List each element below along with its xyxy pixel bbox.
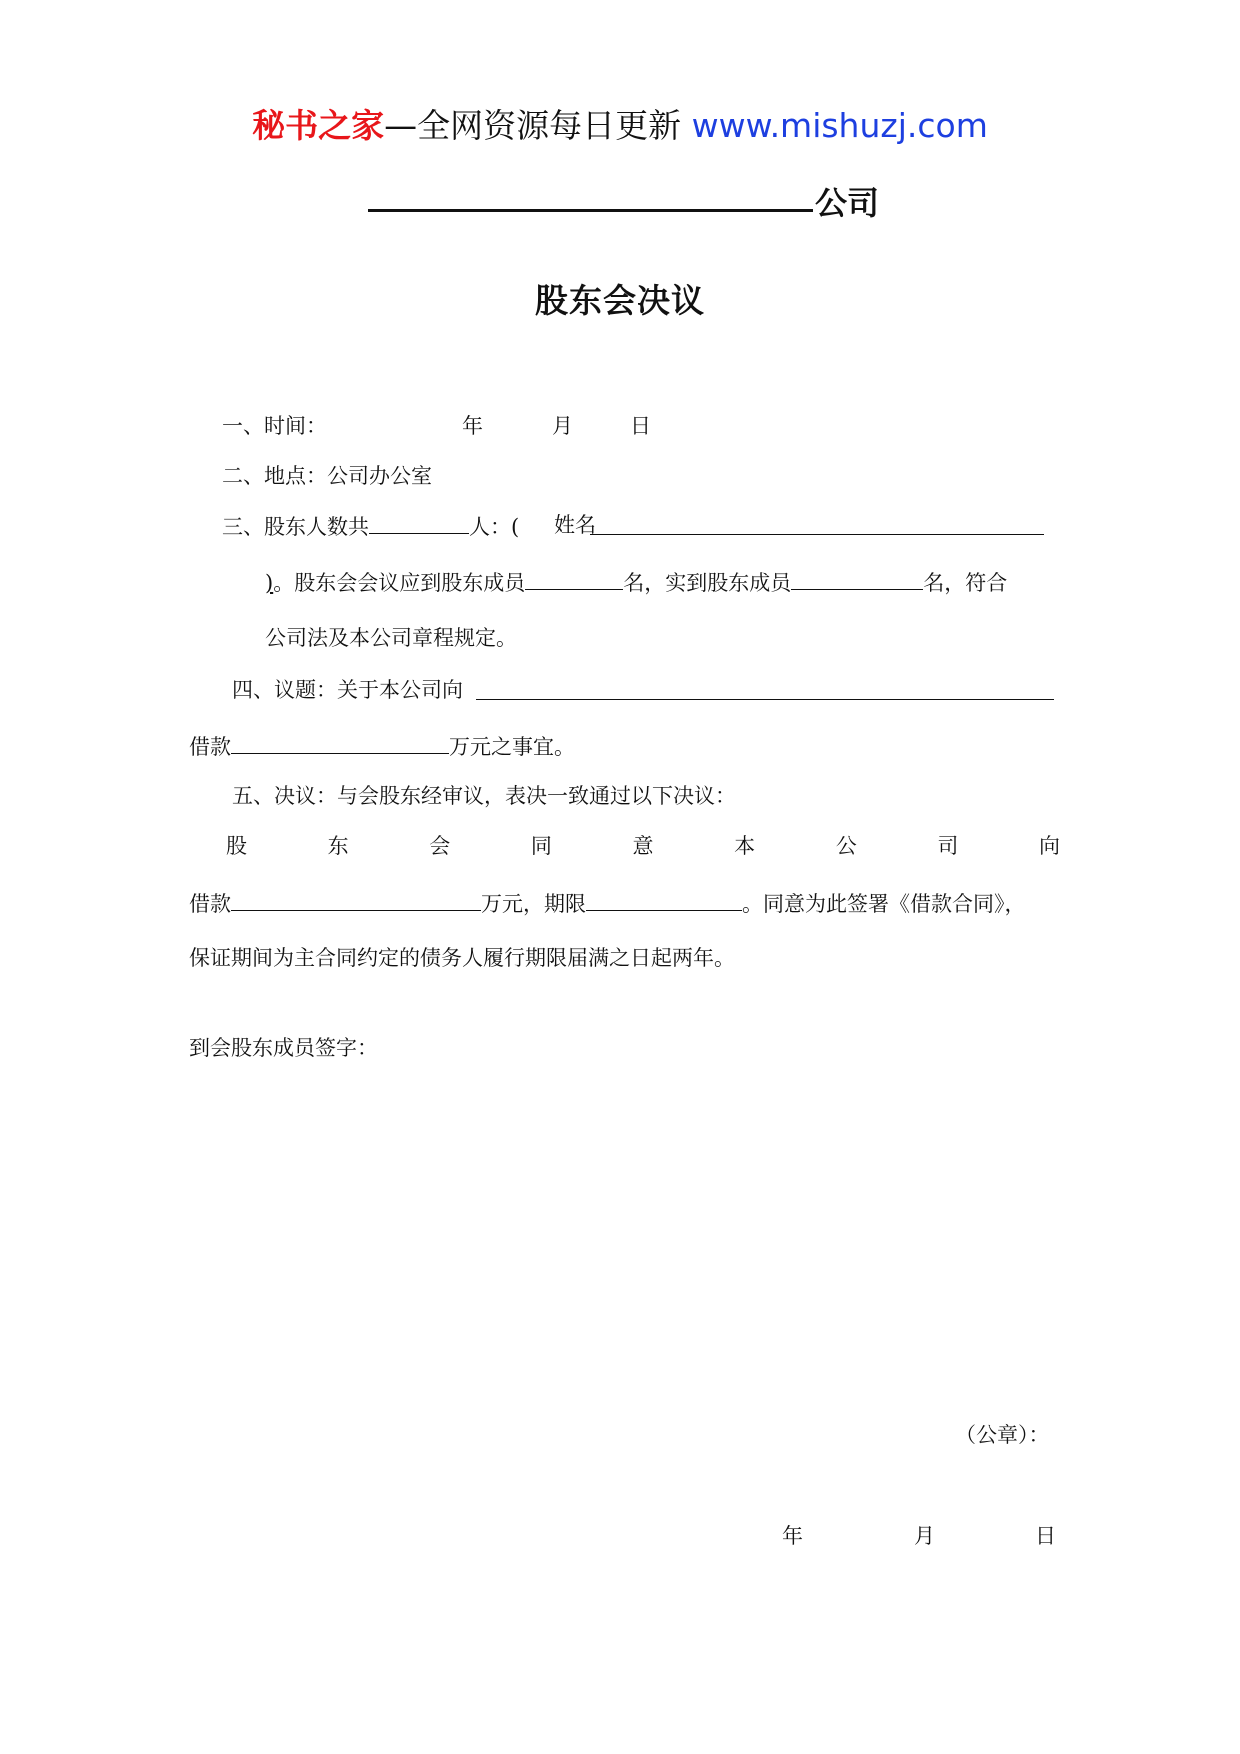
resolution-spread-line: [226, 832, 1060, 860]
signature-day: 日: [1035, 1524, 1056, 1548]
topic-text-b: 借款: [189, 735, 231, 759]
company-seal-label: （公章）：: [955, 1423, 1050, 1447]
company-name-line: [368, 180, 880, 222]
banner-slogan: —全网资源每日更新: [384, 106, 692, 145]
signature-label: 到会股东成员签字：: [189, 1036, 378, 1060]
topic-lender-blank: [476, 699, 1054, 700]
document-title: 股东会决议: [535, 281, 705, 320]
topic-line-2: [189, 731, 575, 761]
attendees-line-1: [222, 511, 519, 541]
attendees-line-2: [265, 567, 1007, 597]
company-name-blank: [368, 209, 813, 212]
time-label: 一、时间：: [222, 414, 327, 438]
resolution-text-c: 万元，期限: [481, 892, 586, 916]
resolution-line-3: 保证期间为主合同约定的债务人履行期限届满之日起两年。: [189, 946, 735, 970]
brand-name: 秘书之家: [252, 106, 385, 145]
expected-members-blank: [525, 567, 623, 590]
resolution-char: 东: [327, 834, 349, 858]
resolution-char: 公: [835, 834, 857, 858]
attendees-close-paren: ): [265, 571, 274, 595]
attendees-name: 姓名: [554, 513, 596, 537]
place-line: 二、地点：公司办公室: [222, 464, 432, 488]
company-suffix: 公司: [815, 184, 880, 222]
resolution-text-d: 。同意为此签署《借款合同》，: [742, 892, 1026, 916]
resolution-char: 会: [429, 834, 451, 858]
banner-url[interactable]: www.mishuzj.com: [691, 106, 988, 145]
shareholder-count-blank: [369, 511, 469, 534]
signature-year: 年: [782, 1524, 803, 1548]
present-members-blank: [791, 567, 923, 590]
attendees-text-d: 名，实到股东成员: [623, 571, 792, 595]
site-banner: [0, 104, 1240, 148]
resolution-char: 本: [734, 834, 756, 858]
resolution-char: 意: [632, 834, 654, 858]
attendees-text-e: 名，符合: [923, 571, 1008, 595]
time-day: 日: [630, 414, 651, 438]
attendees-line-3: 公司法及本公司章程规定。: [265, 626, 517, 650]
attendees-name-blank: [590, 534, 1044, 535]
signature-month: 月: [914, 1524, 935, 1548]
topic-text-a: 四、议题：关于本公司向: [232, 678, 463, 702]
resolution-char: 司: [937, 834, 959, 858]
time-month: 月: [552, 414, 573, 438]
attendees-text-c: 。股东会会议应到股东成员: [273, 571, 526, 595]
topic-text-c: 万元之事宜。: [449, 735, 575, 759]
resolution-char: 向: [1039, 834, 1060, 858]
resolution-amount-blank: [231, 888, 481, 911]
topic-line-1: [232, 676, 463, 704]
resolution-term-blank: [586, 888, 742, 911]
resolution-line-2: [189, 888, 1026, 918]
attendees-text-a: 三、股东人数共: [222, 515, 369, 539]
resolution-intro: 五、决议：与会股东经审议，表决一致通过以下决议：: [232, 784, 736, 808]
attendees-text-b: 人：(: [469, 515, 520, 539]
topic-amount-blank: [231, 731, 449, 754]
resolution-char: 同: [530, 834, 552, 858]
resolution-char: 股: [226, 834, 247, 858]
time-year: 年: [462, 414, 483, 438]
resolution-text-b: 借款: [189, 892, 231, 916]
